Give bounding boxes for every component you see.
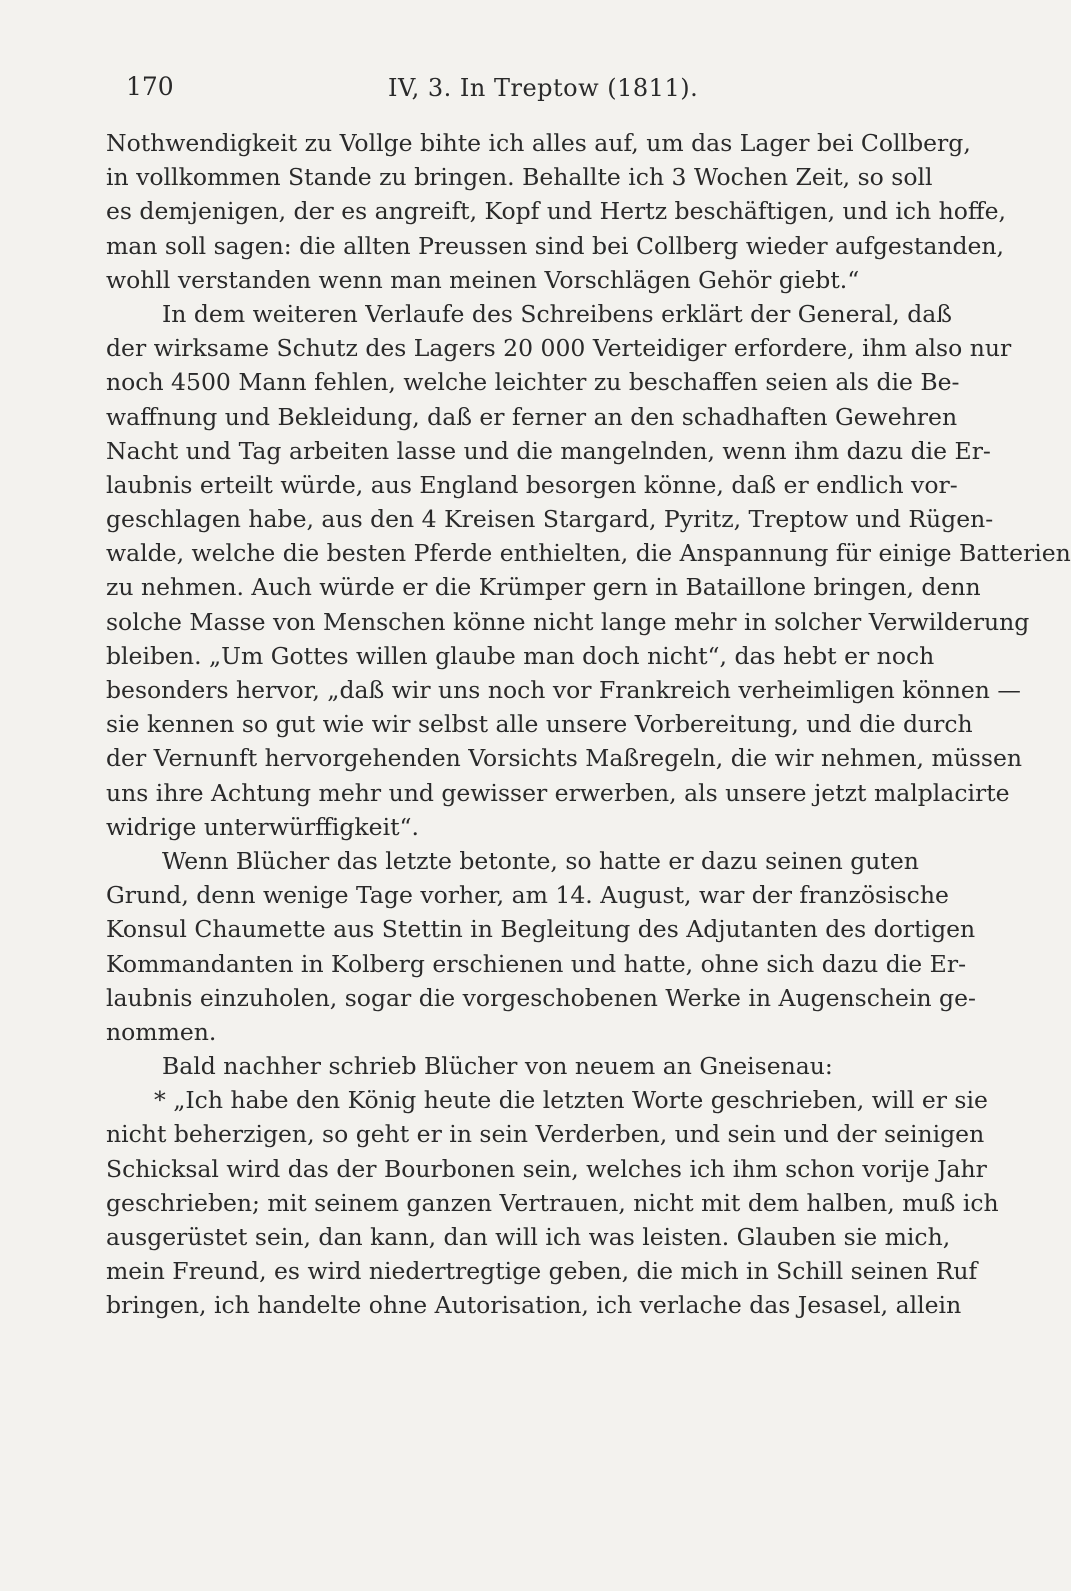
paragraph <box>106 1049 908 1083</box>
running-title: IV, 3. In Treptow (1811). <box>388 74 699 102</box>
text-line: walde, welche die besten Pferde enthielten, die Anspannung für einige Batterien <box>106 539 1071 568</box>
text-line: widrige unterwürffigkeit“. <box>106 812 420 841</box>
text-line: man soll sagen: die allten Preussen sind bei Collberg wieder aufgestanden, <box>106 231 1005 260</box>
text-line: nommen. <box>106 1017 217 1046</box>
text-line: der wirksame Schutz des Lagers 20 000 Verteidiger erfordere, ihm also nur <box>106 334 1012 363</box>
text-line: noch 4500 Mann fehlen, welche leichter zu beschaffen seien als die Be- <box>106 368 960 397</box>
text-line: waffnung und Bekleidung, daß er ferner an den schadhaften Gewehren <box>106 402 958 431</box>
text-line: Grund, denn wenige Tage vorher, am 14. August, war der französische <box>106 881 949 910</box>
text-line: laubnis einzuholen, sogar die vorgeschobenen Werke in Augenschein ge- <box>106 983 976 1012</box>
text-line: besonders hervor, „daß wir uns noch vor Frankreich verheimligen können — <box>106 676 1021 704</box>
paragraph <box>106 844 976 1049</box>
text-line: Nacht und Tag arbeiten lasse und die mangelnden, wenn ihm dazu die Er- <box>106 436 991 465</box>
text-line: * „Ich habe den König heute die letzten Worte geschrieben, will er sie <box>154 1086 988 1115</box>
text-line: Bald nachher schrieb Blücher von neuem an Gneisenau: <box>162 1052 833 1081</box>
text-line: zu nehmen. Auch würde er die Krümper gern in Bataillone bringen, denn <box>106 573 981 602</box>
text-line: uns ihre Achtung mehr und gewisser erwerben, als unsere jetzt malplacirte <box>106 778 1010 807</box>
text-line: wohll verstanden wenn man meinen Vorschlägen Gehör giebt.“ <box>106 265 860 294</box>
text-line: In dem weiteren Verlaufe des Schreibens erklärt der General, daß <box>162 299 952 328</box>
text-line: nicht beherzigen, so geht er in sein Verderben, und sein und der seinigen <box>106 1120 985 1149</box>
text-line: geschrieben; mit seinem ganzen Vertrauen, nicht mit dem halben, muß ich <box>106 1188 999 1217</box>
text-line: Konsul Chaumette aus Stettin in Begleitung des Adjutanten des dortigen <box>106 915 976 944</box>
text-line: sie kennen so gut wie wir selbst alle unsere Vorbereitung, und die durch <box>106 710 973 739</box>
text-line: Kommandanten in Kolberg erschienen und hatte, ohne sich dazu die Er- <box>106 949 967 978</box>
text-line: es demjenigen, der es angreift, Kopf und Hertz beschäftigen, und ich hoffe, <box>106 197 1006 226</box>
text-line: bleiben. „Um Gottes willen glaube man doch nicht“, das hebt er noch <box>106 641 935 670</box>
text-line: der Vernunft hervorgehenden Vorsichts Maßregeln, die wir nehmen, müssen <box>106 744 1023 773</box>
text-line: in vollkommen Stande zu bringen. Behallte ich 3 Wochen Zeit, so soll <box>106 163 933 192</box>
paragraph <box>106 126 1006 297</box>
text-line: mein Freund, es wird niedertregtige geben, die mich in Schill seinen Ruf <box>106 1257 978 1286</box>
text-line: geschlagen habe, aus den 4 Kreisen Stargard, Pyritz, Treptow und Rügen- <box>106 505 994 534</box>
paragraph <box>106 1083 999 1322</box>
body-text <box>106 126 1071 1323</box>
text-line: Nothwendigkeit zu Vollge bihte ich alles auf, um das Lager bei Collberg, <box>106 129 971 157</box>
page-number: 170 <box>126 72 174 101</box>
text-line: Wenn Blücher das letzte betonte, so hatte er dazu seinen guten <box>162 846 919 875</box>
text-line: bringen, ich handelte ohne Autorisation, ich verlache das Jesasel, allein <box>106 1291 962 1320</box>
page-header <box>126 72 916 112</box>
text-line: solche Masse von Menschen könne nicht lange mehr in solcher Verwilderung <box>106 607 1030 636</box>
text-line: ausgerüstet sein, dan kann, dan will ich was leisten. Glauben sie mich, <box>106 1223 951 1251</box>
paragraph <box>106 297 1071 844</box>
text-line: Schicksal wird das der Bourbonen sein, welches ich ihm schon vorije Jahr <box>106 1154 987 1183</box>
text-line: laubnis erteilt würde, aus England besorgen könne, daß er endlich vor- <box>106 470 958 499</box>
